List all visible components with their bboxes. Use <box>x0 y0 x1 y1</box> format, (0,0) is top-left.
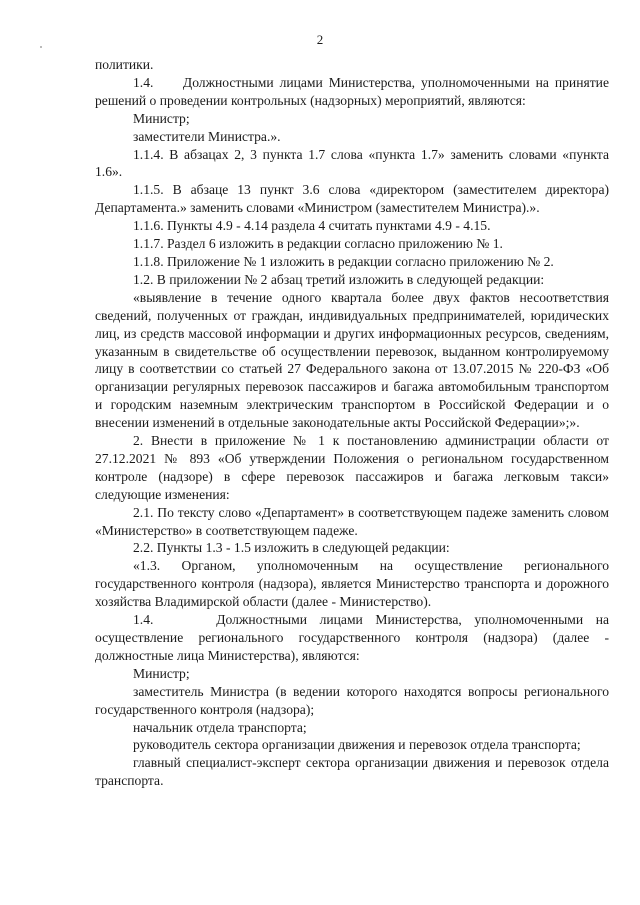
paragraph: 1.1.6. Пункты 4.9 - 4.14 раздела 4 считать пунктами 4.9 - 4.15. <box>133 218 491 234</box>
paragraph: «1.3. Органом, уполномоченным на осуществление регионального государственного контроля (надзора), является Министерство транспорта и дорожного хозяйства Владимирской области (далее - Министерство). <box>95 558 609 610</box>
document-body <box>95 56 609 790</box>
paragraph: заместители Министра.». <box>133 128 281 144</box>
paragraph: заместитель Министра (в ведении которого находятся вопросы регионального государственного контроля (надзора); <box>95 683 609 717</box>
page-number: 2 <box>316 32 324 47</box>
paragraph: «выявление в течение одного квартала более двух фактов несоответствия сведений, полученных от граждан, индивидуальных предпринимателей, юридических лиц, из средств массовой информации и других информационных ресурсов, сведениям, указанным в свидетельстве об осуществлении перевозок, выданном контролируемому лицу в соответствии со статьей 27 Федерального закона от 13.07.2015 № 220-ФЗ «Об организации регулярных перевозок пассажиров и багажа автомобильным транспортом и городским наземным электрическим транспортом в Российской Федерации и о внесении изменений в отдельные законодательные акты Российской Федерации»;». <box>95 289 609 431</box>
paragraph: начальник отдела транспорта; <box>133 719 307 735</box>
paragraph: 1.1.5. В абзаце 13 пункт 3.6 слова «директором (заместителем директора) Департамента.» заменить словами «Министром (заместителем Министра).». <box>95 182 609 216</box>
paragraph: 2. Внести в приложение № 1 к постановлению администрации области от 27.12.2021 № 893 «Об утверждении Положения о региональном государственном контроле (надзоре) в сфере перевозок пассажиров и багажа легковым такси» следующие изменения: <box>95 433 609 502</box>
paragraph: 1.4. Должностными лицами Министерства, уполномоченными на осуществление регионального государственного контроля (надзора) (далее - должностные лица Министерства), являются: <box>95 612 609 663</box>
paragraph: политики. <box>95 57 154 72</box>
paragraph: 1.1.7. Раздел 6 изложить в редакции согласно приложению № 1. <box>133 236 503 252</box>
paragraph: 1.4. Должностными лицами Министерства, уполномоченными на принятие решений о проведении контрольных (надзорных) мероприятий, являются: <box>95 74 609 108</box>
paragraph: руководитель сектора организации движения и перевозок отдела транспорта; <box>133 737 581 753</box>
paragraph: 2.2. Пункты 1.3 - 1.5 изложить в следующей редакции: <box>133 540 450 556</box>
paragraph: Министр; <box>133 665 190 681</box>
paragraph: 1.1.8. Приложение № 1 изложить в редакции согласно приложению № 2. <box>133 253 554 269</box>
paragraph: 2.1. По тексту слово «Департамент» в соответствующем падеже заменить словом «Министерство» в соответствующем падеже. <box>95 504 609 538</box>
paragraph: главный специалист-эксперт сектора организации движения и перевозок отдела транспорта. <box>95 755 609 789</box>
paragraph: 1.2. В приложении № 2 абзац третий изложить в следующей редакции: <box>133 271 545 287</box>
paragraph: Министр; <box>133 110 190 126</box>
paragraph: 1.1.4. В абзацах 2, 3 пункта 1.7 слова «пункта 1.7» заменить словами «пункта 1.6». <box>95 146 609 180</box>
